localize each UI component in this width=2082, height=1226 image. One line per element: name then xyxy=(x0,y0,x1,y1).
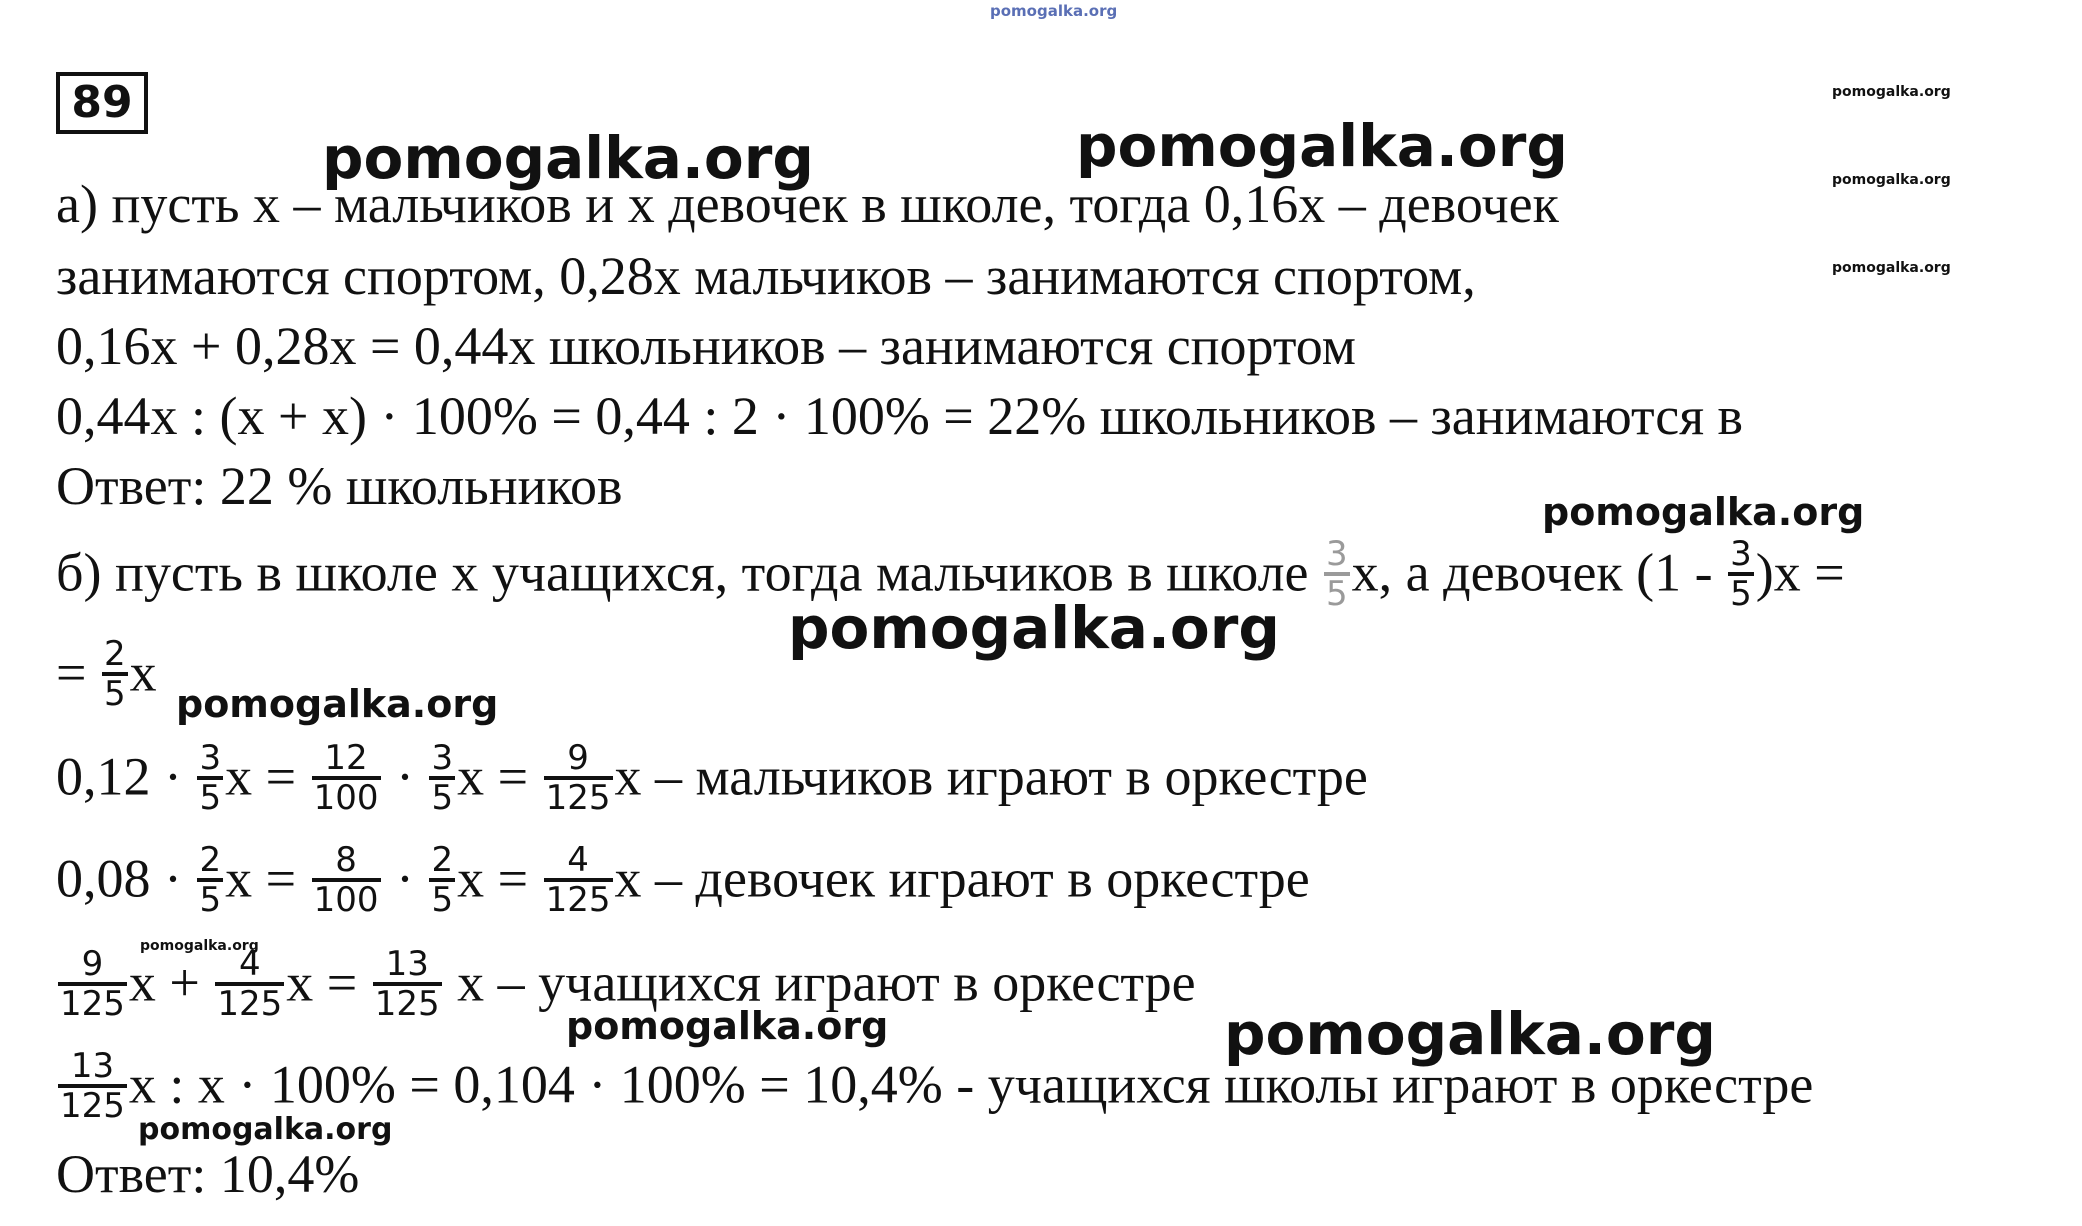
part-b-line-2-end: х xyxy=(129,642,157,703)
watermark: pomogalka.org xyxy=(566,1004,889,1048)
site-link-top[interactable]: pomogalka.org xyxy=(990,2,1118,20)
fraction-9-125: $\frac{9}{125}$ xyxy=(545,738,611,818)
fraction-two-fifths: $\frac{2}{5}$ xyxy=(431,840,454,920)
part-a-line-1: а) пусть х – мальчиков и х девочек в школе, тогда 0,16х – девочек xyxy=(56,174,1559,234)
fraction-three-fifths: $\frac{3}{5}$ xyxy=(199,738,222,818)
watermark: pomogalka.org xyxy=(138,1112,393,1147)
expr-text: х = xyxy=(457,848,542,909)
expr-text: х – девочек играют в оркестре xyxy=(614,848,1310,909)
fraction-8-100: $\frac{8}{100}$ xyxy=(313,840,379,920)
watermark: pomogalka.org xyxy=(1832,84,1951,100)
fraction-13-125: $\frac{13}{125}$ xyxy=(374,944,440,1024)
fraction-three-fifths: $\frac{3}{5}$ xyxy=(1730,534,1752,614)
part-b-line-1 xyxy=(56,534,1845,616)
watermark: pomogalka.org xyxy=(1224,1000,1716,1068)
expr-text: х = xyxy=(286,952,371,1013)
watermark: pomogalka.org xyxy=(1076,112,1568,180)
expr-text: х = xyxy=(457,746,542,807)
fraction-4-125: $\frac{4}{125}$ xyxy=(545,840,611,920)
watermark: pomogalka.org xyxy=(322,124,814,192)
watermark: pomogalka.org xyxy=(1542,490,1865,534)
watermark: pomogalka.org xyxy=(176,682,499,726)
fraction-9-125: $\frac{9}{125}$ xyxy=(60,944,125,1024)
watermark: pomogalka.org xyxy=(140,938,259,954)
part-b-line-1-end: )х = xyxy=(1755,542,1845,603)
part-b-line-2-start: = xyxy=(56,642,100,703)
expr-text: 0,12 · xyxy=(56,746,196,807)
fraction-4-125: $\frac{4}{125}$ xyxy=(217,944,283,1024)
fraction-13-125: $\frac{13}{125}$ xyxy=(60,1046,125,1126)
part-a-line-2: занимаются спортом, 0,28х мальчиков – занимаются спортом, xyxy=(56,246,1476,306)
expr-text: х = xyxy=(225,746,310,807)
fraction-12-100: $\frac{12}{100}$ xyxy=(313,738,379,818)
part-a-line-4: 0,44х : (х + х) · 100% = 0,44 : 2 · 100% = 22% школьников – занимаются в xyxy=(56,386,1744,446)
expr-text: х – учащихся играют в оркестре xyxy=(443,952,1196,1013)
problem-number: 89 xyxy=(56,72,148,134)
watermark: pomogalka.org xyxy=(1832,260,1951,276)
part-b-answer: Ответ: 10,4% xyxy=(56,1144,360,1204)
expr-text: · xyxy=(382,848,428,909)
part-b-line-3 xyxy=(56,738,1368,820)
part-b-line-6 xyxy=(56,1046,1814,1128)
part-b-line-2 xyxy=(56,634,157,716)
expr-text: 0,08 · xyxy=(56,848,196,909)
part-b-line-1-mid: х, а девочек (1 - xyxy=(1351,542,1727,603)
expr-text: х : х · 100% = 0,104 · 100% = 10,4% - учащихся школы играют в оркестре xyxy=(128,1054,1814,1115)
watermark: pomogalka.org xyxy=(1832,172,1951,188)
part-a-answer: Ответ: 22 % школьников xyxy=(56,456,623,516)
expr-text: х + xyxy=(128,952,214,1013)
part-b-line-4 xyxy=(56,840,1310,922)
expr-text: · xyxy=(382,746,428,807)
fraction-three-fifths: $\frac{3}{5}$ xyxy=(1326,534,1348,614)
part-a-line-3: 0,16х + 0,28х = 0,44х школьников – занимаются спортом xyxy=(56,316,1356,376)
expr-text: х – мальчиков играют в оркестре xyxy=(614,746,1368,807)
part-b-line-1-start: б) пусть в школе х учащихся, тогда мальчиков в школе xyxy=(56,542,1322,603)
expr-text: х = xyxy=(225,848,310,909)
fraction-two-fifths: $\frac{2}{5}$ xyxy=(103,634,126,714)
fraction-two-fifths: $\frac{2}{5}$ xyxy=(199,840,222,920)
fraction-three-fifths: $\frac{3}{5}$ xyxy=(431,738,454,818)
watermark: pomogalka.org xyxy=(788,594,1280,662)
